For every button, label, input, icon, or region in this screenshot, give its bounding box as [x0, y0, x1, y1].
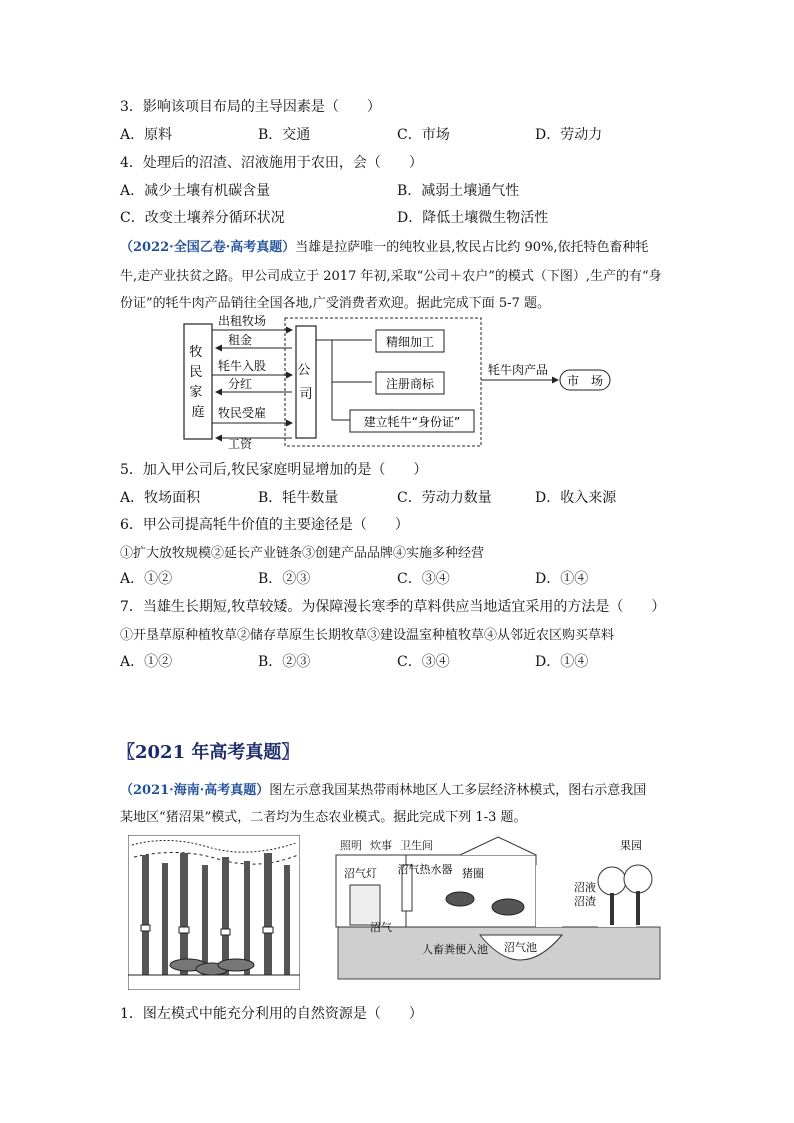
- passage-2021-line-2: 某地区“猪沼果”模式，二者均为生态农业模式。据此完成下列 1-3 题。: [120, 810, 527, 825]
- label-biogas-residue: 沼渣: [574, 895, 596, 908]
- arrow-label-dividend: 分红: [227, 377, 253, 391]
- q3-option-d: D．劳动力: [535, 127, 603, 143]
- q6-option-a: A．①②: [120, 571, 173, 587]
- arrow-label-rent: 租金: [227, 333, 253, 347]
- question-1-stem: 1．图左模式中能充分利用的自然资源是（ ）: [120, 1006, 423, 1022]
- q3-option-b: B．交通: [258, 127, 311, 143]
- q6-option-c: C．③④: [397, 571, 450, 587]
- company-box: [296, 326, 316, 438]
- product-label: 牦牛肉产品: [487, 363, 549, 377]
- label-cooking: 炊事: [370, 839, 392, 852]
- label-biogas-lamp: 沼气灯: [344, 867, 377, 880]
- refined-processing-label: 精细加工: [385, 335, 435, 349]
- q6-option-d: D．①④: [535, 571, 589, 587]
- arrow-label-wage: 工资: [227, 437, 253, 450]
- company-char-1: 公: [297, 363, 311, 378]
- herder-char-1: 牧: [189, 345, 203, 360]
- label-toilet: 卫生间: [400, 839, 433, 852]
- question-7-stem: 7．当雄生长期短,牧草较矮。为保障漫长寒季的草料供应当地适宜采用的方法是（ ）: [120, 599, 666, 615]
- pig-biogas-orchard-scheme: [330, 835, 662, 985]
- herder-char-2: 民: [189, 365, 203, 380]
- passage-2021-line-1: [120, 779, 646, 798]
- company-household-diagram: [180, 310, 620, 450]
- company-char-2: 司: [299, 387, 313, 402]
- q5-option-a: A．牧场面积: [120, 490, 201, 506]
- q5-option-c: C．劳动力数量: [397, 490, 492, 506]
- svg-text:照明 炊事 卫生间: [340, 838, 433, 852]
- question-6-stem: 6．甲公司提高牦牛价值的主要途径是（ ）: [120, 517, 409, 533]
- passage-2022-line-2: 牛,走产业扶贫之路。甲公司成立于 2017 年初,采取“公司＋农户”的模式（下图）,生产的有“身: [120, 269, 662, 284]
- question-3-stem: 3．影响该项目布局的主导因素是（ ）: [120, 99, 381, 115]
- arrow-label-rent-pasture: 出租牧场: [217, 314, 267, 328]
- question-4-stem: 4．处理后的沼渣、沼液施用于农田，会（ ）: [120, 155, 423, 171]
- q7-option-a: A．①②: [120, 654, 173, 670]
- q5-option-d: D．收入来源: [535, 490, 617, 506]
- label-biogas: 沼气: [370, 921, 392, 934]
- herder-char-3: 家: [189, 385, 203, 400]
- q4-option-b: B．减弱土壤通气性: [397, 183, 520, 199]
- q4-option-d: D．降低土壤微生物活性: [397, 210, 549, 226]
- label-lighting: 照明: [340, 839, 362, 852]
- arrow-label-employed: 牧民受雇: [217, 406, 267, 420]
- q3-option-c: C．市场: [397, 127, 450, 143]
- label-orchard: 果园: [620, 839, 642, 852]
- q7-option-c: C．③④: [397, 654, 450, 670]
- passage-2022-line-1: [120, 236, 649, 255]
- question-6-items: ①扩大放牧规模②延长产业链条③创建产品品牌④实施多种经营: [120, 546, 485, 561]
- passage-2022-line-3: 份证”的牦牛肉产品销往全国各地,广受消费者欢迎。据此完成下面 5-7 题。: [120, 296, 550, 311]
- label-manure-inlet: 人畜粪便入池: [422, 943, 488, 956]
- q4-option-a: A．减少土壤有机碳含量: [120, 183, 271, 199]
- trademark-label: 注册商标: [385, 377, 435, 391]
- question-7-items: ①开垦草原种植牧草②储存草原生长期牧草③建设温室种植牧草④从邻近农区购买草料: [120, 628, 615, 643]
- label-biogas-slurry: 沼液: [574, 881, 596, 894]
- section-heading-2021: 〖2021 年高考真题〗: [117, 742, 300, 763]
- svg-text:沼气热水器: [398, 862, 453, 876]
- herder-box: [184, 324, 212, 439]
- q3-option-a: A．原料: [120, 127, 173, 143]
- label-biogas-water-heater: 沼气热水器: [397, 863, 453, 876]
- yak-id-label: 建立牦牛“身份证”: [363, 415, 461, 429]
- herder-char-4: 庭: [191, 405, 205, 420]
- q7-option-b: B．②③: [258, 654, 311, 670]
- stove: [350, 885, 380, 925]
- q6-option-b: B．②③: [258, 571, 311, 587]
- passage-source: （2022·全国乙卷·高考真题）: [120, 240, 296, 255]
- market-label: 市 场: [566, 374, 604, 388]
- rainforest-plantation-illustration: [128, 835, 300, 990]
- passage-2021-source: （2021·海南·高考真题）: [120, 783, 270, 798]
- passage-2021-text: 图左示意我国某热带雨林地区人工多层经济林模式，图右示意我国: [269, 783, 647, 798]
- svg-text:公 司: [297, 363, 314, 402]
- q4-option-c: C．改变土壤养分循环状况: [120, 210, 285, 226]
- q5-option-b: B．牦牛数量: [258, 490, 339, 506]
- label-pigsty: 猪圈: [462, 867, 484, 880]
- q7-option-d: D．①④: [535, 654, 589, 670]
- label-digester: 沼气池: [504, 941, 537, 954]
- passage-text: 当雄是拉萨唯一的纯牧业县,牧民占比约 90%,依托特色畜种牦: [295, 240, 649, 255]
- arrow-label-yak-shares: 牦牛入股: [217, 359, 267, 373]
- svg-text:牧 民 家 庭: [189, 344, 206, 420]
- question-5-stem: 5．加入甲公司后,牧民家庭明显增加的是（ ）: [120, 462, 428, 478]
